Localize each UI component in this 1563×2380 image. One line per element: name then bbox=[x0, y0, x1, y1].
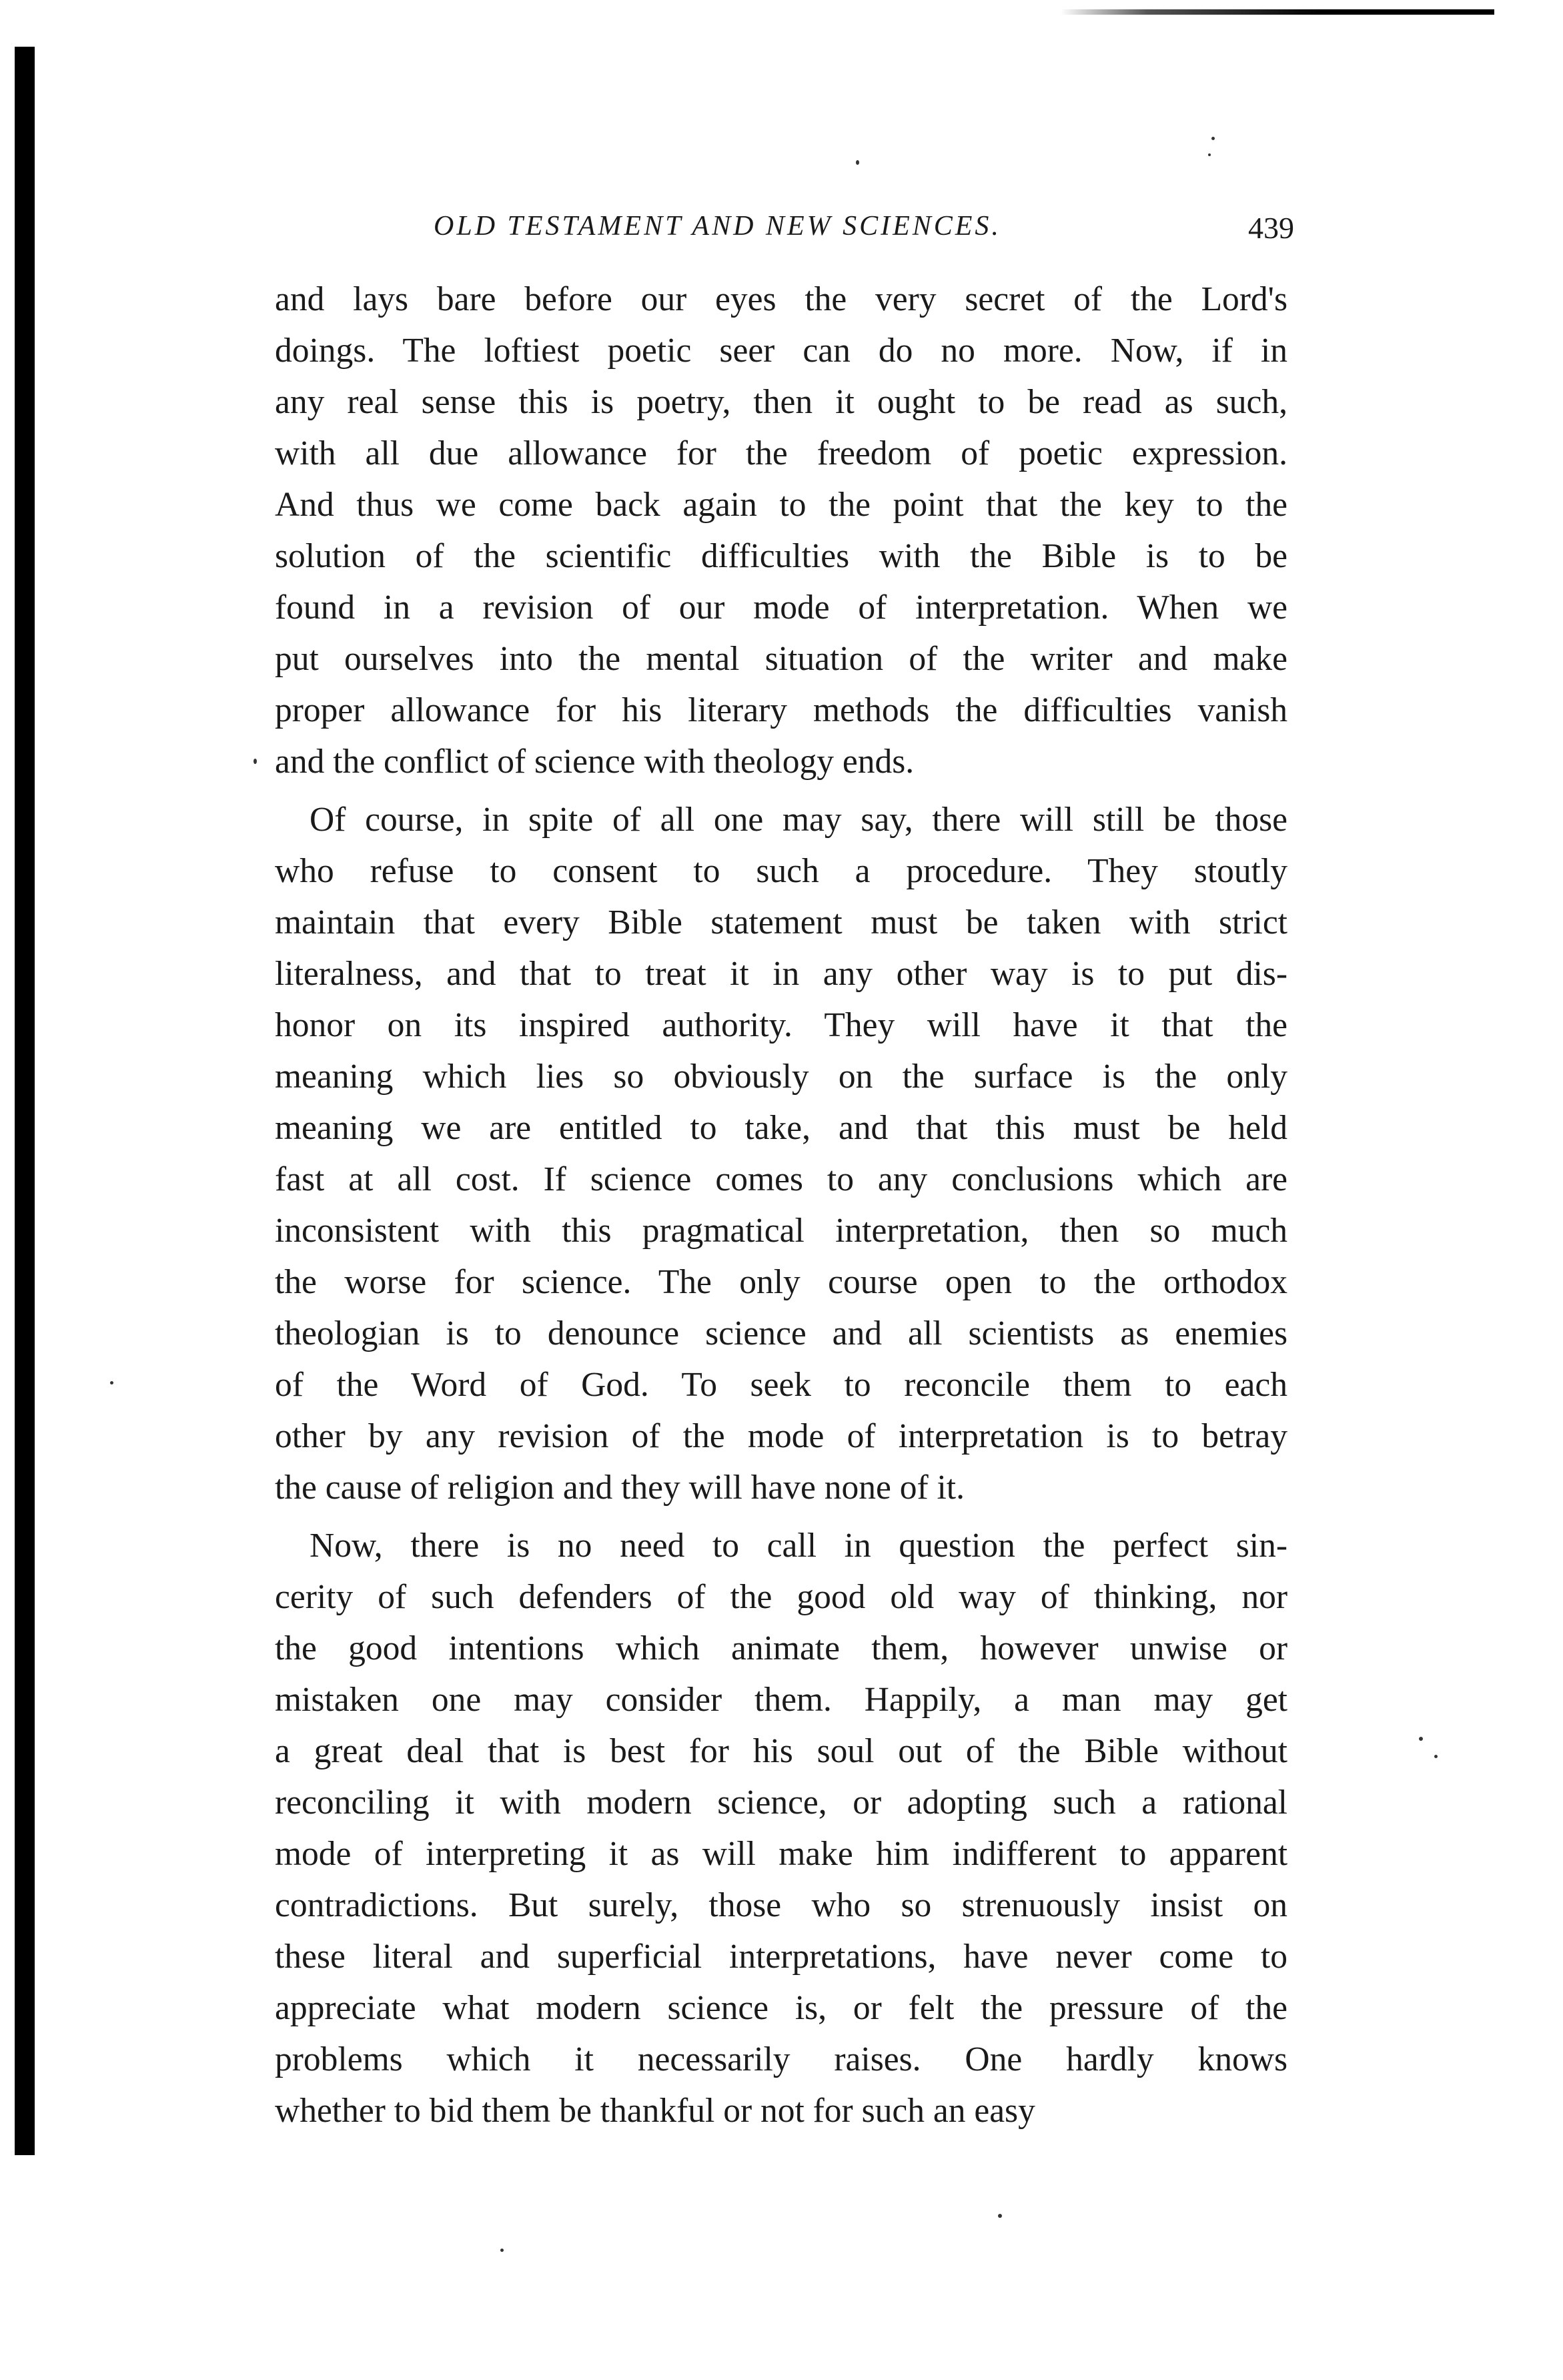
text-line: put ourselves into the mental situation of the writer and make bbox=[275, 640, 1287, 678]
paragraph bbox=[275, 794, 1287, 1513]
scan-speck bbox=[110, 1381, 113, 1384]
scan-speck bbox=[1419, 1737, 1423, 1741]
text-line: literalness, and that to treat it in any other way is to put dis- bbox=[275, 955, 1287, 993]
page-number: 439 bbox=[1248, 211, 1294, 245]
text-line: Now, there is no need to call in question the perfect sin- bbox=[310, 1527, 1287, 1565]
text-line: whether to bid them be thankful or not for such an easy bbox=[275, 2092, 1035, 2130]
text-line: found in a revision of our mode of interpretation. When we bbox=[275, 588, 1287, 627]
text-line: the cause of religion and they will have none of it. bbox=[275, 1469, 965, 1507]
text-line: inconsistent with this pragmatical interpretation, then so much bbox=[275, 1212, 1287, 1250]
scan-edge-top bbox=[1061, 9, 1494, 15]
scan-speck bbox=[856, 160, 859, 165]
text-line: problems which it necessarily raises. One hardly knows bbox=[275, 2040, 1287, 2078]
text-line: contradictions. But surely, those who so strenuously insist on bbox=[275, 1886, 1287, 1924]
text-line: of the Word of God. To seek to reconcile them to each bbox=[275, 1366, 1287, 1404]
text-line: maintain that every Bible statement must be taken with strict bbox=[275, 903, 1287, 941]
text-line: a great deal that is best for his soul out of the Bible without bbox=[275, 1732, 1287, 1770]
text-line: other by any revision of the mode of interpretation is to betray bbox=[275, 1417, 1287, 1455]
scan-speck bbox=[1434, 1755, 1438, 1758]
text-line: honor on its inspired authority. They will have it that the bbox=[275, 1006, 1287, 1044]
text-line: and lays bare before our eyes the very secret of the Lord's bbox=[275, 280, 1287, 318]
text-line: meaning we are entitled to take, and that this must be held bbox=[275, 1109, 1287, 1147]
scan-edge-left bbox=[15, 47, 35, 2155]
text-line: theologian is to denounce science and all scientists as enemies bbox=[275, 1314, 1287, 1352]
text-line: the good intentions which animate them, however unwise or bbox=[275, 1629, 1287, 1667]
text-line: the worse for science. The only course open to the orthodox bbox=[275, 1263, 1287, 1301]
scan-speck bbox=[1211, 137, 1215, 140]
text-line: with all due allowance for the freedom of poetic expression. bbox=[275, 434, 1287, 472]
text-line: mode of interpreting it as will make him indifferent to apparent bbox=[275, 1835, 1287, 1873]
scan-speck bbox=[253, 759, 257, 764]
text-line: solution of the scientific difficulties with the Bible is to be bbox=[275, 537, 1287, 575]
text-line: reconciling it with modern science, or adopting such a rational bbox=[275, 1783, 1287, 1822]
text-line: and the conflict of science with theology ends. bbox=[275, 743, 915, 781]
page-header bbox=[434, 210, 1294, 250]
scan-speck bbox=[1208, 153, 1211, 156]
text-line: mistaken one may consider them. Happily, a man may get bbox=[275, 1681, 1287, 1719]
text-line: And thus we come back again to the point that the key to the bbox=[275, 486, 1287, 524]
text-line: who refuse to consent to such a procedure. They stoutly bbox=[275, 852, 1287, 890]
text-line: meaning which lies so obviously on the surface is the only bbox=[275, 1058, 1287, 1096]
text-line: Of course, in spite of all one may say, there will still be those bbox=[310, 801, 1287, 839]
text-line: these literal and superficial interpretations, have never come to bbox=[275, 1938, 1287, 1976]
text-line: any real sense this is poetry, then it ought to be read as such, bbox=[275, 383, 1287, 421]
text-line: cerity of such defenders of the good old way of thinking, nor bbox=[275, 1578, 1287, 1616]
body-text bbox=[275, 274, 1287, 2143]
text-line: proper allowance for his literary methods the difficulties vanish bbox=[275, 691, 1287, 729]
text-line: appreciate what modern science is, or felt the pressure of the bbox=[275, 1989, 1287, 2027]
text-line: doings. The loftiest poetic seer can do no more. Now, if in bbox=[275, 332, 1287, 370]
scan-speck bbox=[998, 2214, 1002, 2218]
paragraph bbox=[275, 274, 1287, 787]
running-title: OLD TESTAMENT AND NEW SCIENCES. bbox=[434, 211, 1001, 242]
text-line: fast at all cost. If science comes to any conclusions which are bbox=[275, 1160, 1287, 1198]
scan-speck bbox=[500, 2249, 504, 2252]
paragraph bbox=[275, 1520, 1287, 2136]
